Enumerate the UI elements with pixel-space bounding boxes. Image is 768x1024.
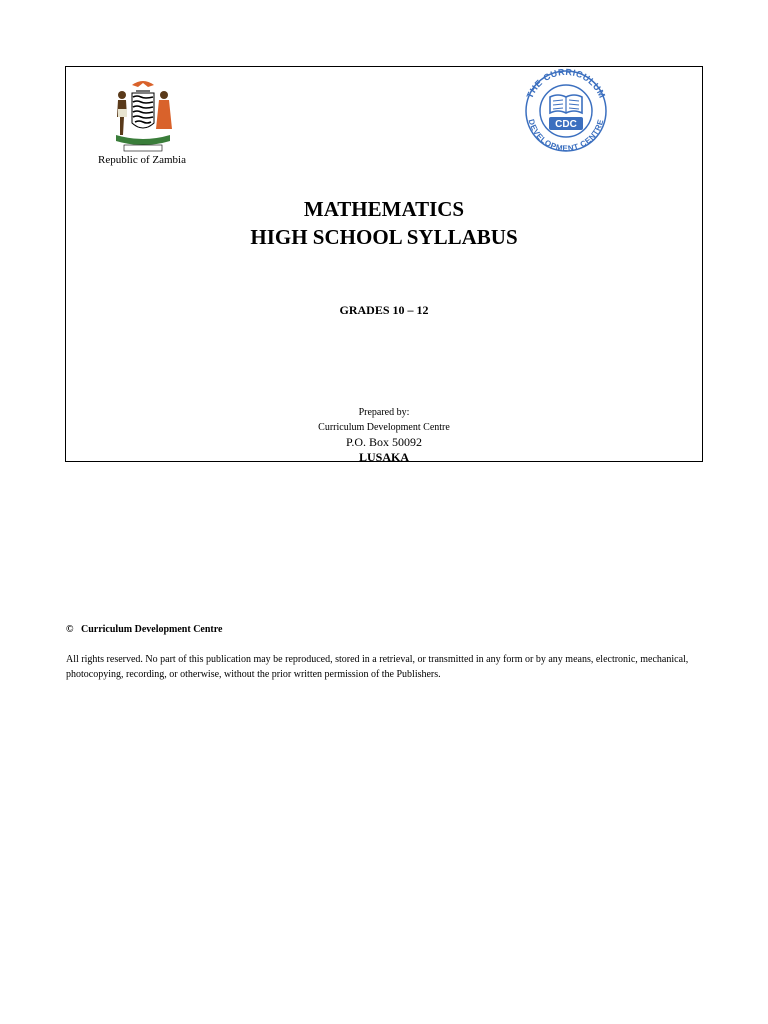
coat-of-arms-icon	[110, 77, 176, 157]
document-title	[66, 195, 702, 251]
po-box: P.O. Box 50092	[345, 435, 422, 449]
copyright-symbol: ©	[66, 624, 74, 635]
copyright-line	[66, 624, 222, 635]
country-name: Republic of Zambia	[98, 154, 186, 166]
organization-name: Curriculum Development Centre	[318, 422, 450, 433]
grades-label: GRADES 10 – 12	[339, 303, 429, 317]
city-name: LUSAKA	[358, 450, 409, 464]
title-line-syllabus: HIGH SCHOOL SYLLABUS	[250, 225, 518, 249]
prepared-by-label: Prepared by:	[358, 407, 410, 418]
cdc-logo-bottom-text: DEVELOPMENT CENTRE	[526, 118, 606, 154]
cdc-badge-text: CDC	[555, 119, 577, 130]
rights-notice: All rights reserved. No part of this publication may be reproduced, stored in a retrieval, or transmitted in any form or by any means, electronic, mechanical, photocopying, recording, or otherwise, without the prior written permission of the Publishers.	[66, 654, 689, 680]
cdc-logo-icon	[518, 67, 614, 155]
prepared-by-block	[66, 405, 702, 465]
title-line-subject: MATHEMATICS	[303, 197, 465, 221]
cdc-logo-top-text: THE CURRICULUM	[524, 67, 608, 100]
copyright-holder: Curriculum Development Centre	[80, 624, 223, 635]
cover-box	[65, 66, 703, 462]
